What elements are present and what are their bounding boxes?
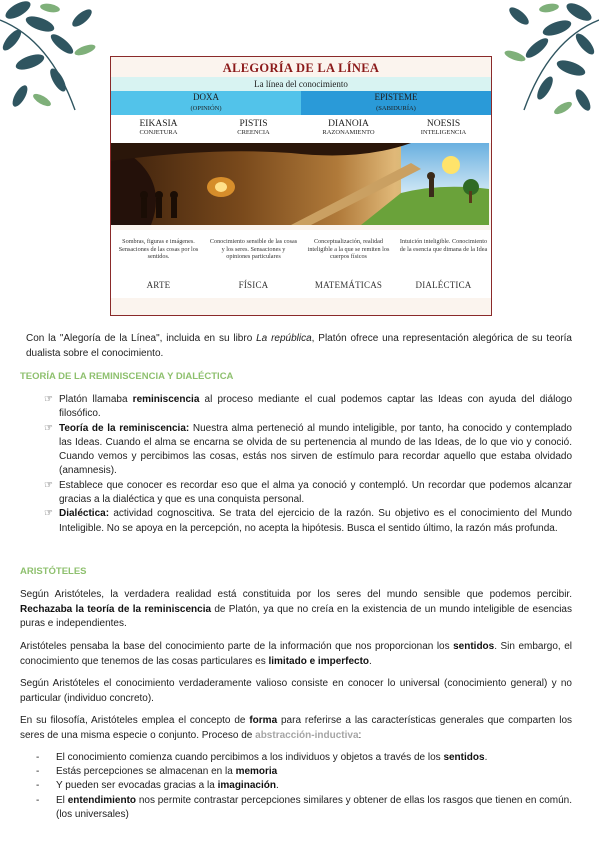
stage-categories: [111, 276, 491, 298]
category-arte: ARTE: [146, 280, 171, 290]
description-pistis: Conocimiento sensible de las cosas y los seres. Sensaciones y opiniones particulares: [209, 238, 298, 260]
doxa-sub: (OPINIÓN): [190, 105, 222, 112]
paragraph-aristoteles-4: En su filosofía, Aristóteles emplea el concepto de forma para referirse a las características generales que comparten los seres de una misma especie o conjunto. Proceso de abstracción-inductiva:: [20, 715, 573, 741]
hand-pointer-icon: ☞: [44, 394, 53, 405]
episteme-sub: (SABIDURÍA): [376, 105, 416, 112]
hand-pointer-icon: ☞: [44, 508, 53, 520]
list-item: - El entendimiento nos permite contrastar percepciones similares y obtener de ellas los rasgos que tienen en común. (los universales): [36, 794, 572, 820]
category-dialectica: DIALÉCTICA: [415, 280, 472, 290]
paragraph-aristoteles-1: Según Aristóteles, la verdadera realidad está constituida por los seres del mundo sensible que podemos percibir. Rechazaba la teoría de la reminiscencia de Platón, ya que no creía en la existencia de un mundo inteligible de esencias puras e independientes.: [20, 589, 572, 629]
list-item: ☞ Establece que conocer es recordar eso que el alma ya conoció y contempló. Un recordar que podemos alcanzar gracias a la dialéctica y que es una conquista personal.: [44, 479, 572, 506]
episteme-band: [301, 91, 491, 115]
paragraph-aristoteles-2: Aristóteles pensaba la base del conocimiento parte de la información que nos proporcionan los sentidos. Sin embargo, el conocimiento que tenemos de las cosas particulares es limitado e imperfecto.: [20, 641, 572, 667]
episteme-label: EPISTEME: [374, 92, 418, 102]
description-noesis: Intuición inteligible. Conocimiento de la esencia que dimana de la Idea: [399, 238, 488, 253]
description-dianoia: Conceptualización, realidad inteligible a la que se remiten los cuerpos físicos: [307, 238, 390, 260]
section-heading-reminiscencia: TEORÍA DE LA REMINISCENCIA Y DIALÉCTICA: [20, 371, 234, 382]
figure-title: ALEGORÍA DE LA LÍNEA: [222, 61, 380, 75]
leaf-branch-decoration-right: [479, 0, 599, 130]
book-title: La república: [256, 333, 312, 344]
stage-descriptions: [111, 230, 491, 276]
description-eikasia: Sombras, figuras e imágenes. Sensaciones de las cosas por los sentidos.: [118, 238, 199, 260]
list-item: - Estás percepciones se almacenan en la memoria: [36, 766, 278, 778]
figure-subtitle: La línea del conocimiento: [111, 77, 491, 91]
doxa-band: [111, 91, 301, 115]
category-fisica: FÍSICA: [238, 280, 269, 290]
stage-eikasia: EIKASIA CONJETURA: [139, 119, 178, 136]
knowledge-stages: [111, 115, 491, 143]
list-item: ☞ Platón llamaba reminiscencia al proceso mediante el cual podemos captar las Ideas con ayuda del diálogo filosófico.: [44, 394, 573, 420]
doxa-label: DOXA: [193, 92, 219, 102]
abstraction-steps-list: [36, 751, 572, 822]
list-item: - El conocimiento comienza cuando percibimos a los individuos y objetos a través de los sentidos.: [36, 752, 488, 763]
category-matematicas: MATEMÁTICAS: [314, 280, 383, 290]
allegory-of-the-line-figure: [110, 56, 492, 316]
leaf-branch-decoration-left: [0, 0, 120, 130]
list-item: ☞ Teoría de la reminiscencia: Nuestra alma perteneció al mundo inteligible, por tanto, ha conocido y contemplado las Ideas. Cuando el alma se encarna se olvida de su pertenencia al mundo de las Ideas, de lo que vio y conoció. Cuando vemos y percibimos las cosas, estás nos sirven de estímulo para recordar aquello que estaba olvidado (anamnesis).: [44, 422, 572, 477]
list-item: - Y pueden ser evocadas gracias a la imaginación.: [36, 780, 279, 792]
stage-pistis: PISTIS CREENCIA: [237, 119, 270, 136]
reminiscence-bullet-list: [44, 393, 572, 536]
section-heading-aristoteles: ARISTÓTELES: [20, 566, 87, 577]
stage-noesis: NOESIS INTELIGENCIA: [420, 119, 467, 136]
paragraph-aristoteles-3: Según Aristóteles el conocimiento verdaderamente valioso consiste en conocer lo universal (conocimiento general) y no particular (individuo concreto).: [20, 678, 572, 704]
cave-allegory-illustration: [111, 143, 489, 225]
hand-pointer-icon: ☞: [44, 479, 53, 491]
stage-dianoia: DIANOIA RAZONAMIENTO: [322, 119, 375, 136]
intro-paragraph: Con la "Alegoría de la Línea", incluida en su libro La república, Platón ofrece una representación alegórica de su teoría dualista sobre el conocimiento.: [26, 333, 572, 359]
list-item: ☞ Dialéctica: actividad cognoscitiva. Se trata del ejercicio de la razón. Su objetivo es el conocimiento del Mundo Inteligible. No se apoya en la percepción, no acepta la hipótesis. Busca el sentido último, la razón más profunda.: [44, 508, 572, 534]
hand-pointer-icon: ☞: [44, 422, 53, 434]
